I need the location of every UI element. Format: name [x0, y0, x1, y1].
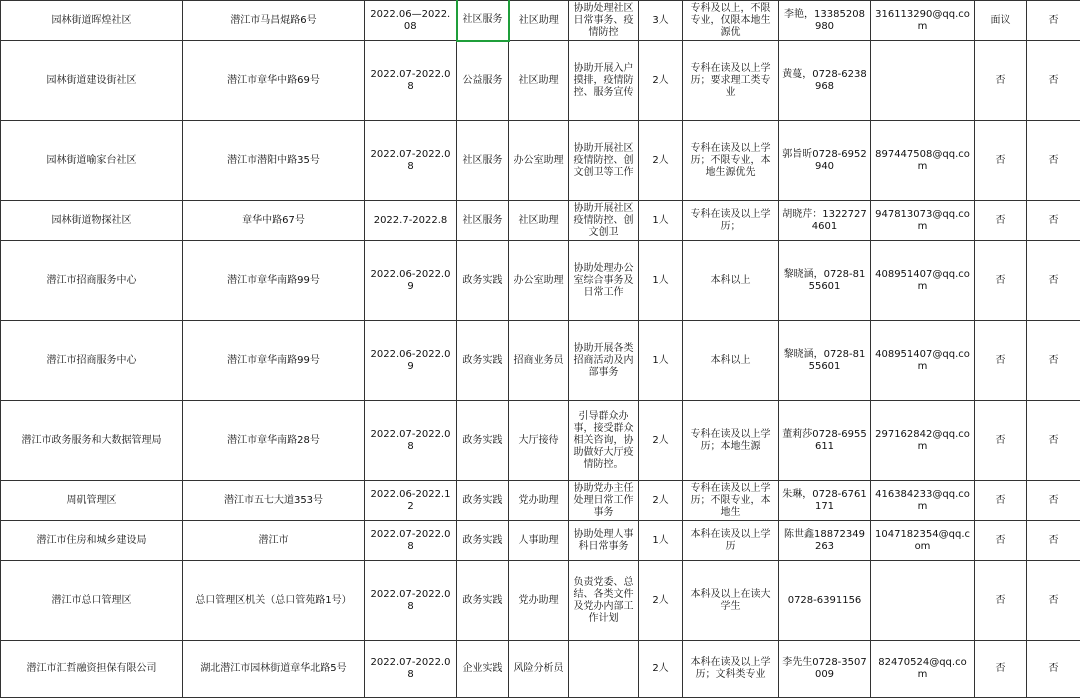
requirement-cell: 本科及以上在读大学生 [683, 561, 779, 641]
interview-cell: 否 [975, 561, 1027, 641]
period-cell: 2022.07-2022.08 [365, 41, 457, 121]
table-row [1, 1, 1080, 41]
unit-cell: 周矶管理区 [1, 481, 183, 521]
housing-cell: 否 [1027, 201, 1080, 241]
requirement-cell: 专科在读及以上学历； [683, 201, 779, 241]
period-cell: 2022.06—2022.08 [365, 1, 457, 41]
requirement-cell: 专科在读及以上学历；不限专业，本地生源优先 [683, 121, 779, 201]
requirement-cell: 专科及以上，不限专业，仅限本地生源优 [683, 1, 779, 41]
unit-cell: 潜江市招商服务中心 [1, 241, 183, 321]
category-cell: 政务实践 [457, 481, 509, 521]
housing-cell: 否 [1027, 241, 1080, 321]
housing-cell: 否 [1027, 1, 1080, 41]
position-cell: 社区助理 [509, 41, 569, 121]
address-cell: 潜江市马昌焜路6号 [183, 1, 365, 41]
contact-cell: 黎晓涵，0728-8155601 [779, 321, 871, 401]
email-cell: 897447508@qq.com [871, 121, 975, 201]
category-cell: 政务实践 [457, 561, 509, 641]
count-cell: 2人 [639, 561, 683, 641]
requirement-cell: 专科在读及以上学历；要求理工类专业 [683, 41, 779, 121]
period-cell: 2022.06-2022.09 [365, 321, 457, 401]
category-cell: 政务实践 [457, 401, 509, 481]
position-cell: 社区助理 [509, 201, 569, 241]
category-cell: 公益服务 [457, 41, 509, 121]
table-row [1, 41, 1080, 121]
contact-cell: 黄蔓，0728-6238968 [779, 41, 871, 121]
housing-cell: 否 [1027, 561, 1080, 641]
contact-cell: 李艳，13385208980 [779, 1, 871, 41]
category-cell: 社区服务 [457, 201, 509, 241]
category-cell: 政务实践 [457, 241, 509, 321]
duty-cell: 协助处理办公室综合事务及日常工作 [569, 241, 639, 321]
unit-cell: 潜江市汇哲融资担保有限公司 [1, 641, 183, 698]
category-cell: 政务实践 [457, 521, 509, 561]
duty-cell: 协助处理人事科日常事务 [569, 521, 639, 561]
requirement-cell: 专科在读及以上学历；本地生源 [683, 401, 779, 481]
contact-cell: 胡晓芹：13227274601 [779, 201, 871, 241]
period-cell: 2022.07-2022.08 [365, 121, 457, 201]
interview-cell: 否 [975, 201, 1027, 241]
address-cell: 潜江市五七大道353号 [183, 481, 365, 521]
table-row [1, 401, 1080, 481]
count-cell: 1人 [639, 241, 683, 321]
interview-cell: 面议 [975, 1, 1027, 41]
duty-cell: 协助党办主任处理日常工作事务 [569, 481, 639, 521]
housing-cell: 否 [1027, 481, 1080, 521]
interview-cell: 否 [975, 401, 1027, 481]
housing-cell: 否 [1027, 321, 1080, 401]
interview-cell: 否 [975, 481, 1027, 521]
count-cell: 2人 [639, 121, 683, 201]
table-row [1, 481, 1080, 521]
address-cell: 潜江市章华南路28号 [183, 401, 365, 481]
unit-cell: 园林街道建设街社区 [1, 41, 183, 121]
contact-cell: 黎晓涵，0728-8155601 [779, 241, 871, 321]
address-cell: 章华中路67号 [183, 201, 365, 241]
count-cell: 2人 [639, 401, 683, 481]
period-cell: 2022.07-2022.08 [365, 401, 457, 481]
duty-cell: 协助处理社区日常事务、疫情防控 [569, 1, 639, 41]
email-cell: 408951407@qq.com [871, 241, 975, 321]
unit-cell: 潜江市招商服务中心 [1, 321, 183, 401]
position-cell: 党办助理 [509, 561, 569, 641]
interview-cell: 否 [975, 321, 1027, 401]
housing-cell: 否 [1027, 641, 1080, 698]
duty-cell: 协助开展各类招商活动及内部事务 [569, 321, 639, 401]
email-cell: 82470524@qq.com [871, 641, 975, 698]
housing-cell: 否 [1027, 41, 1080, 121]
period-cell: 2022.06-2022.09 [365, 241, 457, 321]
count-cell: 1人 [639, 521, 683, 561]
position-cell: 风险分析员 [509, 641, 569, 698]
table-row [1, 321, 1080, 401]
contact-cell: 陈世鑫18872349263 [779, 521, 871, 561]
table-row [1, 521, 1080, 561]
email-cell [871, 561, 975, 641]
table-row [1, 641, 1080, 698]
position-cell: 办公室助理 [509, 241, 569, 321]
address-cell: 潜江市 [183, 521, 365, 561]
position-cell: 大厅接待 [509, 401, 569, 481]
unit-cell: 园林街道物探社区 [1, 201, 183, 241]
address-cell: 潜江市章华南路99号 [183, 321, 365, 401]
position-cell: 党办助理 [509, 481, 569, 521]
count-cell: 1人 [639, 321, 683, 401]
unit-cell: 潜江市政务服务和大数据管理局 [1, 401, 183, 481]
interview-cell: 否 [975, 521, 1027, 561]
housing-cell: 否 [1027, 401, 1080, 481]
interview-cell: 否 [975, 121, 1027, 201]
address-cell: 潜江市章华中路69号 [183, 41, 365, 121]
period-cell: 2022.06-2022.12 [365, 481, 457, 521]
interview-cell: 否 [975, 641, 1027, 698]
email-cell: 416384233@qq.com [871, 481, 975, 521]
position-cell: 招商业务员 [509, 321, 569, 401]
requirement-cell: 本科以上 [683, 241, 779, 321]
duty-cell: 协助开展入户摸排，疫情防控、服务宣传 [569, 41, 639, 121]
requirement-cell: 专科在读及以上学历；不限专业，本地生 [683, 481, 779, 521]
email-cell [871, 41, 975, 121]
requirement-cell: 本科在读及以上学历；文科类专业 [683, 641, 779, 698]
duty-cell [569, 641, 639, 698]
table-row [1, 241, 1080, 321]
table-row [1, 121, 1080, 201]
unit-cell: 潜江市住房和城乡建设局 [1, 521, 183, 561]
period-cell: 2022.7-2022.8 [365, 201, 457, 241]
period-cell: 2022.07-2022.08 [365, 561, 457, 641]
address-cell: 潜江市潜阳中路35号 [183, 121, 365, 201]
period-cell: 2022.07-2022.08 [365, 521, 457, 561]
count-cell: 1人 [639, 201, 683, 241]
duty-cell: 协助开展社区疫情防控、创文创卫等工作 [569, 121, 639, 201]
duty-cell: 协助开展社区疫情防控、创文创卫 [569, 201, 639, 241]
count-cell: 2人 [639, 41, 683, 121]
period-cell: 2022.07-2022.08 [365, 641, 457, 698]
category-cell: 社区服务 [457, 1, 509, 41]
requirement-cell: 本科以上 [683, 321, 779, 401]
position-cell: 社区助理 [509, 1, 569, 41]
duty-cell: 引导群众办事，接受群众相关咨询，协助做好大厅疫情防控。 [569, 401, 639, 481]
housing-cell: 否 [1027, 521, 1080, 561]
unit-cell: 园林街道喻家台社区 [1, 121, 183, 201]
count-cell: 2人 [639, 641, 683, 698]
email-cell: 1047182354@qq.com [871, 521, 975, 561]
count-cell: 3人 [639, 1, 683, 41]
table-row [1, 201, 1080, 241]
interview-cell: 否 [975, 241, 1027, 321]
email-cell: 297162842@qq.com [871, 401, 975, 481]
housing-cell: 否 [1027, 121, 1080, 201]
position-cell: 办公室助理 [509, 121, 569, 201]
email-cell: 947813073@qq.com [871, 201, 975, 241]
unit-cell: 潜江市总口管理区 [1, 561, 183, 641]
contact-cell: 李先生0728-3507009 [779, 641, 871, 698]
count-cell: 2人 [639, 481, 683, 521]
address-cell: 湖北潜江市园林街道章华北路5号 [183, 641, 365, 698]
contact-cell: 0728-6391156 [779, 561, 871, 641]
category-cell: 政务实践 [457, 321, 509, 401]
address-cell: 总口管理区机关（总口管苑路1号） [183, 561, 365, 641]
category-cell: 社区服务 [457, 121, 509, 201]
category-cell: 企业实践 [457, 641, 509, 698]
contact-cell: 郭旨昕0728-6952940 [779, 121, 871, 201]
requirement-cell: 本科在读及以上学历 [683, 521, 779, 561]
unit-cell: 园林街道晖煌社区 [1, 1, 183, 41]
duty-cell: 负责党委、总结、各类文件及党办内部工作计划 [569, 561, 639, 641]
contact-cell: 朱琳，0728-6761171 [779, 481, 871, 521]
email-cell: 316113290@qq.com [871, 1, 975, 41]
email-cell: 408951407@qq.com [871, 321, 975, 401]
position-cell: 人事助理 [509, 521, 569, 561]
interview-cell: 否 [975, 41, 1027, 121]
address-cell: 潜江市章华南路99号 [183, 241, 365, 321]
contact-cell: 董莉莎0728-6955611 [779, 401, 871, 481]
table-row [1, 561, 1080, 641]
